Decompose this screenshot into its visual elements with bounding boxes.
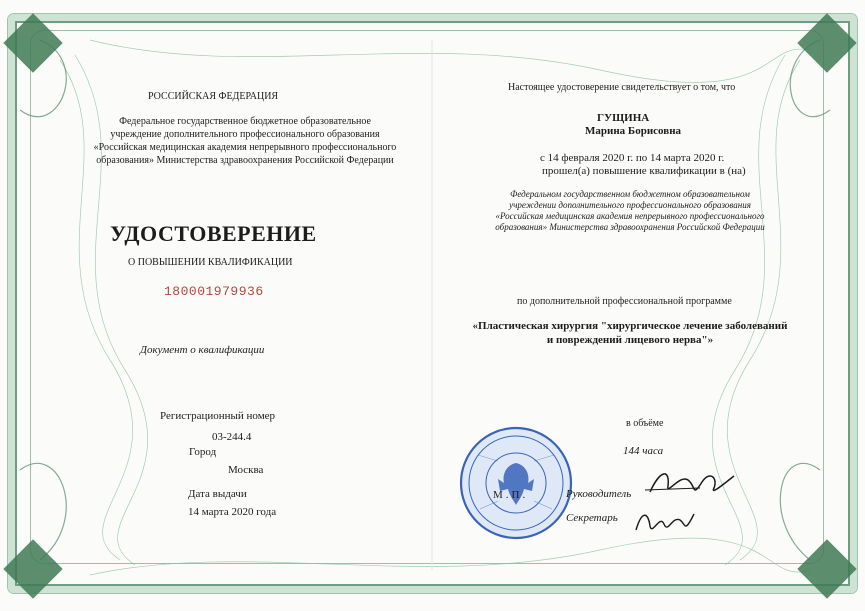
document-subtitle: О ПОВЫШЕНИИ КВАЛИФИКАЦИИ — [128, 257, 293, 268]
certify-intro: Настоящее удостоверение свидетельствует о том, что — [508, 82, 736, 93]
document-number: 180001979936 — [164, 284, 264, 299]
city-label: Город — [189, 446, 217, 458]
program-label: по дополнительной профессиональной программе — [517, 296, 732, 307]
hours-value: 144 часа — [623, 445, 664, 457]
issuer-org-line-1: Федеральное государственное бюджетное образовательное — [119, 116, 371, 127]
secretary-signature — [628, 500, 708, 540]
holder-surname: ГУЩИНА — [597, 112, 650, 124]
document-title: УДОСТОВЕРЕНИЕ — [110, 221, 317, 246]
issue-date-value: 14 марта 2020 года — [188, 506, 277, 518]
country-label: РОССИЙСКАЯ ФЕДЕРАЦИЯ — [148, 91, 279, 102]
volume-label: в объёме — [626, 418, 664, 429]
head-signature — [640, 462, 740, 502]
program-name-line-2: и повреждений лицевого нерва"» — [546, 334, 714, 346]
head-label: Руководитель — [566, 488, 632, 500]
institution-line-2: учреждении дополнительного профессионального образования — [509, 200, 751, 210]
stamp-mark: М.П. — [493, 489, 529, 501]
holder-name: Марина Борисовна — [585, 125, 682, 137]
issuer-org-line-2: учреждение дополнительного профессионального образования — [110, 129, 380, 140]
issue-date-label: Дата выдачи — [188, 488, 247, 500]
program-name-line-1: «Пластическая хирургия "хирургическое лечение заболеваний — [472, 320, 788, 332]
issuer-org-line-4: образования» Министерства здравоохранения Российской Федерации — [96, 155, 394, 166]
document-type: Документ о квалификации — [140, 344, 265, 356]
registration-number: 03-244.4 — [212, 431, 252, 443]
official-seal — [458, 425, 574, 541]
training-period: с 14 февраля 2020 г. по 14 марта 2020 г. — [540, 152, 725, 164]
training-passed: прошел(а) повышение квалификации в (на) — [542, 165, 746, 177]
institution-line-3: «Российская медицинская академия непрерывного профессионального — [495, 211, 765, 221]
issuer-org-line-3: «Российская медицинская академия непрерывного профессионального — [93, 142, 397, 153]
registration-label: Регистрационный номер — [160, 410, 276, 422]
institution-line-1: Федеральном государственном бюджетном образовательном — [510, 189, 750, 199]
institution-line-4: образования» Министерства здравоохранения Российской Федерации — [495, 222, 765, 232]
city-value: Москва — [228, 464, 264, 476]
secretary-label: Секретарь — [566, 512, 618, 524]
